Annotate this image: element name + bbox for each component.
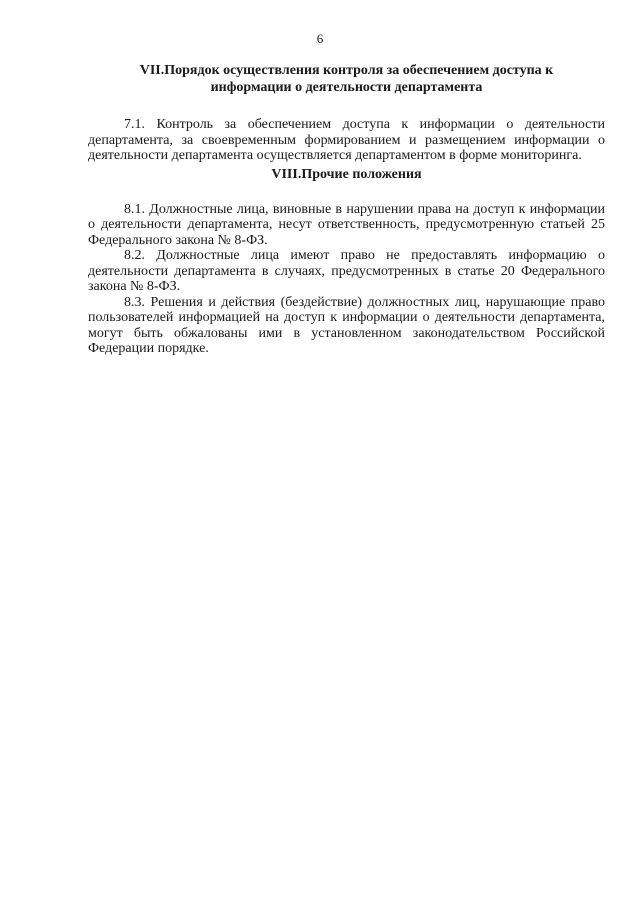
- section-7-heading-line-1: VII.Порядок осуществления контроля за обеспечением доступа к: [139, 63, 554, 78]
- paragraph-8-2: 8.2. Должностные лица имеют право не предоставлять информацию о деятельности департамента в случаях, предусмотренных в статье 20 Федерального закона № 8-ФЗ.: [88, 248, 605, 294]
- document-body: [88, 62, 605, 357]
- paragraph-8-3: 8.3. Решения и действия (бездействие) должностных лиц, нарушающие право пользователей информацией на доступ к информации о деятельности департамента, могут быть обжалованы ими в установленном законодательством Российской Федерации порядке.: [88, 294, 605, 356]
- paragraph-8-1: 8.1. Должностные лица, виновные в нарушении права на доступ к информации о деятельности департамента, несут ответственность, предусмотренную статьей 25 Федерального закона № 8-ФЗ.: [88, 201, 605, 248]
- paragraph-7-1: 7.1. Контроль за обеспечением доступа к информации о деятельности департамента, за своевременным формированием и размещением информации о деятельности департамента осуществляется департаментом в форме мониторинга.: [88, 117, 605, 163]
- section-7-heading: [88, 62, 605, 96]
- section-7-heading-line-2: информации о деятельности департамента: [210, 80, 483, 95]
- section-8-heading: VIII.Прочие положения: [271, 166, 422, 182]
- page-number: 6: [316, 31, 324, 46]
